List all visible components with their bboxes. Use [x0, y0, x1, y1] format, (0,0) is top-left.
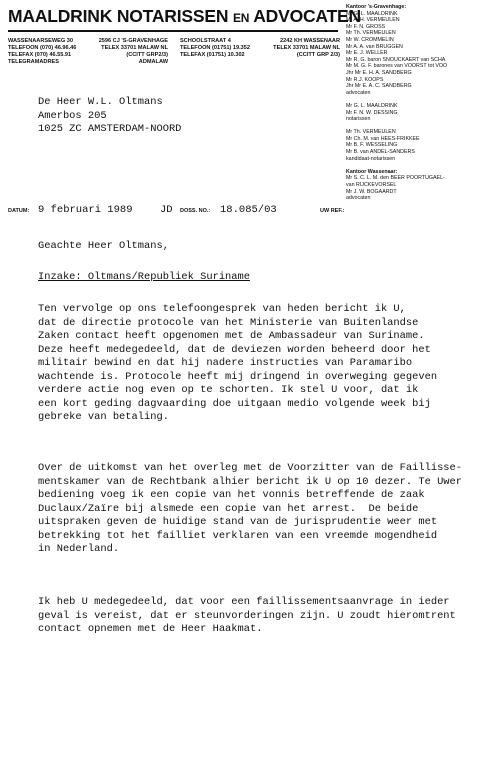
partner-entry: Jhr Mr E. H. A. SANDBERG	[346, 69, 412, 76]
date-value: 9 februari 1989	[38, 204, 133, 216]
paragraph-line: mentskamer van de Rechtbank alhier bericht ik U op 10 dezer. Te Uwer	[38, 475, 463, 488]
partner-entry: Mr R.J. KOOPS	[346, 76, 384, 83]
partners-office-header: Kantoor 's-Gravenhage:	[346, 4, 407, 10]
paragraph-line: Zaken contact heeft opgenomen met de Ambassadeur van Suriname.	[38, 330, 425, 342]
paragraph-line: wachtende is. Protocole heeft mij dringend in overweging gegeven	[38, 370, 438, 383]
paragraph-line: Ik heb U medegedeeld, dat voor een faillissementsaanvrage in ieder	[38, 596, 450, 608]
office-address-line	[8, 38, 168, 45]
partners-office-header: Kantoor Wassenaar:	[346, 168, 398, 175]
partner-entry: Mr J. W. BOGAARDT	[346, 188, 397, 195]
letterhead-rule	[8, 30, 338, 32]
office-address-left: TELEFAX (01751) 10.302	[180, 52, 245, 58]
partner-entry: van RIJCKEVORSEL	[346, 182, 397, 189]
letter-meta-row	[8, 204, 478, 218]
partner-entry: Mr B. F. WESSELING	[346, 142, 398, 149]
paragraph-line: Duclaux/Zaïre bij alsmede een copie van het arrest. De beide	[38, 502, 419, 515]
office-address-right: TELEX 33701 MALAW NL	[101, 45, 168, 51]
paragraph-line: uitspraken geven de huidige stand van de jurisprudentie weer met	[38, 516, 438, 528]
office-address-right: TELEX 33701 MALAW NL	[273, 45, 340, 51]
paragraph-line: verdere actie nog even op te schorten. Ik stel U voor, dat ik	[38, 384, 419, 396]
partner-entry: Mr E. J. WELLER	[346, 50, 388, 57]
paragraph-line: bediening voeg ik een copie van het vonnis betreffende de zaak	[38, 489, 425, 501]
office-address-left: SCHOOLSTRAAT 4	[180, 38, 231, 44]
partner-entry: Mr M. G. F. barones van VOORST tot VOO	[346, 63, 448, 70]
partner-entry: Mr W. CROMMELIN	[346, 36, 394, 43]
paragraph-line: Deze heeft medegedeeld, dat de deviezen worden beheerd door het	[38, 343, 431, 356]
office-address-line	[8, 45, 168, 52]
partner-entry: Mr Th. VERMEULEN	[346, 129, 396, 136]
office-address-left: TELEGRAMADRES	[8, 59, 59, 65]
paragraph-line: betrekking tot het failliet verklaren van een vreemde mogendheid	[38, 529, 438, 542]
paragraph-line: contact opnemen met de Heer Haakmat.	[38, 623, 263, 635]
office-address-wassenaar	[180, 38, 340, 59]
firm-name	[8, 6, 361, 27]
body-paragraph-3	[38, 596, 488, 637]
partner-entry: Mr Th. VERMEULEN	[346, 30, 396, 37]
firm-name-main: MAALDRINK NOTARISSEN	[8, 6, 229, 26]
office-address-line	[8, 59, 168, 66]
partner-entry: Mr F. N. GROSS	[346, 23, 386, 30]
date-label: DATUM:	[8, 208, 30, 214]
paragraph-line: Ten vervolge op ons telefoongesprek van heden bericht ik U,	[38, 303, 406, 315]
partner-entry: Mr B. van ANDEL-SANDERS	[346, 149, 415, 156]
partner-entry: Mr F. N. W. DESSING	[346, 109, 398, 116]
office-address-right: (CCITT GRP 2/3)	[296, 52, 340, 58]
partner-entry: Mr S. C. L. M. den BEER POORTUGAEL-	[346, 175, 445, 182]
body-paragraph-2	[38, 462, 488, 557]
partner-entry	[346, 162, 486, 169]
partner-entry: Mr A. A. van BRUGGEN	[346, 43, 403, 50]
partner-entry: advocaten	[346, 195, 371, 202]
partner-entry: Mr A. H. VERMEULEN	[346, 17, 400, 24]
paragraph-line: dat de directie protocole van het Ministerie van Buitenlandse	[38, 316, 419, 329]
partner-entry: kandidaat-notarissen	[346, 155, 396, 162]
recipient-line: Amerbos 205	[38, 109, 107, 122]
recipient-address	[38, 96, 181, 137]
office-address-left: WASSENAARSEWEG 30	[8, 38, 73, 44]
recipient-line: De Heer W.L. Oltmans	[38, 96, 163, 108]
partner-entry: notarissen	[346, 116, 371, 123]
office-address-right: 2596 CJ 'S-GRAVENHAGE	[98, 38, 168, 44]
paragraph-line: Over de uitkomst van het overleg met de Voorzitter van de Faillisse-	[38, 462, 463, 474]
partner-entry: Mr G. L. MAALDRINK	[346, 10, 398, 17]
office-address-line	[180, 45, 340, 52]
paragraph-line: gebreke van betaling.	[38, 411, 169, 423]
office-address-the-hague	[8, 38, 168, 66]
recipient-line: 1025 ZC AMSTERDAM-NOORD	[38, 123, 182, 135]
office-address-right: 2242 KH WASSENAAR	[280, 38, 340, 44]
partner-entry	[346, 123, 486, 130]
author-initials: JD	[160, 204, 173, 216]
paragraph-line: militair bewind en dat hij nadere instructies van Paramaribo	[38, 357, 413, 369]
office-address-right: ADMALAW	[138, 59, 168, 65]
partner-entry: Mr Ch. M. van HEES-FRIKKEE	[346, 135, 420, 142]
partner-entry: advocaten	[346, 89, 371, 96]
paragraph-line: geval is vereist, dat er steunvorderingen zijn. U zoudt hieromtrent	[38, 609, 456, 622]
partners-list	[346, 4, 486, 202]
office-address-right: (CCITT GRP2/3)	[126, 52, 168, 58]
office-address-left: TELEFAX (070) 46.55.91	[8, 52, 72, 58]
firm-name-end: ADVOCATEN	[253, 6, 361, 26]
dossier-label: DOSS. NO.:	[180, 208, 211, 214]
partner-entry: Mr G. L. MAALDRINK	[346, 102, 398, 109]
partner-entry: Mr R. G. baron SNOUCKAERT van SCHA	[346, 56, 446, 63]
office-address-left: TELEFOON (01751) 19.352	[180, 45, 250, 51]
office-address-line	[180, 52, 340, 59]
paragraph-line: in Nederland.	[38, 543, 120, 555]
paragraph-line: een kort geding dagvaarding doe uitgaan medio volgende week bij	[38, 397, 431, 410]
your-ref-label: UW REF.:	[320, 208, 345, 214]
office-address-line	[8, 52, 168, 59]
office-address-line	[180, 38, 340, 45]
dossier-value: 18.085/03	[220, 204, 277, 216]
office-address-left: TELEFOON (070) 46.96.46	[8, 45, 77, 51]
firm-name-and: EN	[232, 11, 250, 25]
subject-line: Inzake: Oltmans/Republiek Suriname	[38, 271, 251, 283]
partner-entry	[346, 96, 486, 103]
salutation: Geachte Heer Oltmans,	[38, 240, 169, 252]
partner-entry: Jhr Mr E. A. C. SANDBERG	[346, 83, 412, 90]
body-paragraph-1	[38, 303, 488, 425]
